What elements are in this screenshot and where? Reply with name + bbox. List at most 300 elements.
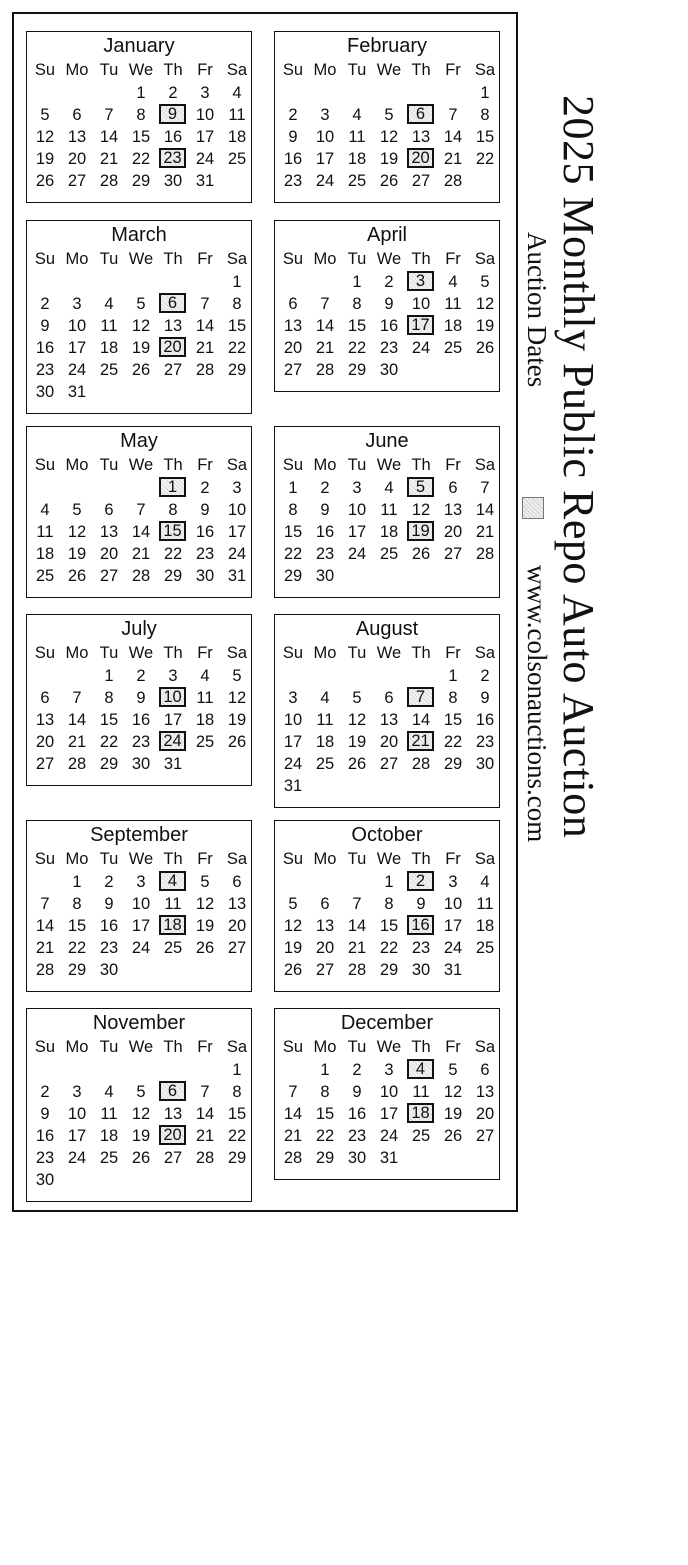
- weekday-header: Sa: [226, 644, 248, 662]
- calendar-day: 18: [227, 128, 247, 146]
- auction-day: 1: [159, 477, 186, 497]
- weekday-header: Th: [163, 850, 183, 868]
- calendar-day: 21: [131, 545, 151, 563]
- month-november: [26, 1008, 252, 1202]
- calendar-day: 19: [131, 1127, 151, 1145]
- calendar-day: 14: [347, 917, 367, 935]
- calendar-day: 5: [232, 667, 242, 685]
- calendar-day: 23: [195, 545, 215, 563]
- calendar-day: 28: [131, 567, 151, 585]
- calendar-day: 18: [99, 1127, 119, 1145]
- calendar-day: 24: [67, 1149, 87, 1167]
- calendar-day: 16: [99, 917, 119, 935]
- calendar-day: 3: [232, 479, 242, 497]
- calendar-day: 4: [320, 689, 330, 707]
- calendar-day: 12: [195, 895, 215, 913]
- calendar-day: 30: [35, 1171, 55, 1189]
- weekday-header: Mo: [313, 644, 337, 662]
- calendar-day: 11: [348, 128, 366, 146]
- month-july: [26, 614, 252, 786]
- calendar-day: 26: [67, 567, 87, 585]
- weekday-header: Sa: [226, 1038, 248, 1056]
- calendar-day: 6: [384, 689, 394, 707]
- calendar-day: 4: [104, 1083, 114, 1101]
- weekday-header: Mo: [313, 250, 337, 268]
- month-name: July: [121, 618, 157, 640]
- weekday-header: Th: [163, 250, 183, 268]
- calendar-day: 8: [352, 295, 362, 313]
- auction-day: 18: [407, 1103, 434, 1123]
- calendar-day: 13: [163, 317, 183, 335]
- calendar-day: 4: [40, 501, 50, 519]
- calendar-day: 6: [288, 295, 298, 313]
- weekday-header: Fr: [445, 61, 461, 79]
- calendar-day: 14: [283, 1105, 303, 1123]
- calendar-day: 26: [195, 939, 215, 957]
- calendar-day: 14: [99, 128, 119, 146]
- calendar-day: 19: [195, 917, 215, 935]
- calendar-day: 24: [283, 755, 303, 773]
- calendar-day: 31: [443, 961, 463, 979]
- weekday-header: Sa: [474, 1038, 496, 1056]
- calendar-day: 22: [227, 339, 247, 357]
- calendar-day: 16: [283, 150, 303, 168]
- calendar-day: 14: [443, 128, 463, 146]
- auction-day: 16: [407, 915, 434, 935]
- weekday-header: Su: [282, 644, 304, 662]
- calendar-day: 28: [67, 755, 87, 773]
- month-name: May: [120, 430, 158, 452]
- calendar-day: 22: [315, 1127, 335, 1145]
- calendar-day: 12: [67, 523, 87, 541]
- month-october: [274, 820, 500, 992]
- calendar-day: 15: [227, 1105, 247, 1123]
- calendar-day: 22: [379, 939, 399, 957]
- calendar-day: 21: [315, 339, 335, 357]
- legend-swatch: [522, 497, 544, 519]
- calendar-day: 14: [67, 711, 87, 729]
- month-december: [274, 1008, 500, 1180]
- calendar-day: 9: [320, 501, 330, 519]
- calendar-day: 24: [379, 1127, 399, 1145]
- calendar-day: 2: [320, 479, 330, 497]
- weekday-header: Sa: [474, 850, 496, 868]
- weekday-header: Tu: [347, 850, 367, 868]
- calendar-day: 24: [443, 939, 463, 957]
- weekday-header: Su: [34, 644, 56, 662]
- calendar-day: 16: [35, 1127, 55, 1145]
- calendar-day: 9: [480, 689, 490, 707]
- calendar-day: 28: [315, 361, 335, 379]
- weekday-header: Sa: [474, 456, 496, 474]
- calendar-day: 2: [104, 873, 114, 891]
- calendar-day: 10: [283, 711, 303, 729]
- calendar-day: 12: [283, 917, 303, 935]
- calendar-day: 25: [475, 939, 495, 957]
- calendar-day: 24: [411, 339, 431, 357]
- calendar-day: 14: [411, 711, 431, 729]
- calendar-day: 28: [411, 755, 431, 773]
- calendar-day: 10: [195, 106, 215, 124]
- calendar-day: 19: [475, 317, 495, 335]
- calendar-day: 13: [163, 1105, 183, 1123]
- weekday-header: Fr: [445, 250, 461, 268]
- weekday-header: We: [128, 1038, 154, 1056]
- auction-day: 20: [159, 337, 186, 357]
- auction-day: 17: [407, 315, 434, 335]
- calendar-day: 17: [283, 733, 303, 751]
- calendar-day: 18: [99, 339, 119, 357]
- calendar-day: 26: [347, 755, 367, 773]
- calendar-day: 9: [288, 128, 298, 146]
- weekday-header: Tu: [347, 644, 367, 662]
- calendar-day: 8: [136, 106, 146, 124]
- weekday-header: Sa: [226, 850, 248, 868]
- calendar-day: 16: [131, 711, 151, 729]
- calendar-day: 24: [195, 150, 215, 168]
- calendar-day: 30: [195, 567, 215, 585]
- auction-day: 19: [407, 521, 434, 541]
- calendar-day: 12: [443, 1083, 463, 1101]
- calendar-day: 5: [288, 895, 298, 913]
- calendar-day: 29: [67, 961, 87, 979]
- calendar-day: 21: [443, 150, 463, 168]
- calendar-day: 28: [475, 545, 495, 563]
- calendar-day: 4: [352, 106, 362, 124]
- weekday-header: Mo: [65, 250, 89, 268]
- calendar-day: 7: [104, 106, 114, 124]
- weekday-header: We: [128, 644, 154, 662]
- calendar-day: 31: [195, 172, 215, 190]
- weekday-header: Tu: [99, 250, 119, 268]
- month-name: December: [340, 1012, 434, 1034]
- auction-day: 6: [159, 1081, 186, 1101]
- weekday-header: Th: [411, 850, 431, 868]
- auction-day: 18: [159, 915, 186, 935]
- calendar-day: 17: [315, 150, 335, 168]
- weekday-header: Tu: [99, 456, 119, 474]
- calendar-day: 28: [99, 172, 119, 190]
- weekday-header: Th: [163, 1038, 183, 1056]
- auction-day: 20: [407, 148, 434, 168]
- calendar-day: 25: [315, 755, 335, 773]
- calendar-day: 15: [67, 917, 87, 935]
- weekday-header: Sa: [474, 644, 496, 662]
- calendar-day: 9: [136, 689, 146, 707]
- calendar-day: 17: [443, 917, 463, 935]
- weekday-header: Su: [282, 1038, 304, 1056]
- calendar-day: 29: [163, 567, 183, 585]
- calendar-day: 30: [35, 383, 55, 401]
- weekday-header: Mo: [313, 456, 337, 474]
- calendar-day: 13: [227, 895, 247, 913]
- calendar-day: 28: [443, 172, 463, 190]
- calendar-day: 30: [379, 361, 399, 379]
- calendar-day: 11: [228, 106, 246, 124]
- calendar-day: 12: [227, 689, 247, 707]
- calendar-day: 15: [315, 1105, 335, 1123]
- calendar-day: 13: [379, 711, 399, 729]
- calendar-day: 1: [136, 84, 146, 102]
- calendar-day: 1: [104, 667, 114, 685]
- calendar-day: 5: [352, 689, 362, 707]
- weekday-header: Su: [34, 850, 56, 868]
- calendar-day: 20: [443, 523, 463, 541]
- calendar-day: 29: [443, 755, 463, 773]
- calendar-day: 29: [227, 1149, 247, 1167]
- calendar-day: 29: [347, 361, 367, 379]
- weekday-header: Sa: [474, 61, 496, 79]
- calendar-day: 21: [195, 1127, 215, 1145]
- month-may: [26, 426, 252, 598]
- weekday-header: Fr: [445, 850, 461, 868]
- calendar-day: 2: [136, 667, 146, 685]
- calendar-day: 1: [288, 479, 298, 497]
- calendar-day: 25: [35, 567, 55, 585]
- calendar-day: 4: [104, 295, 114, 313]
- month-june: [274, 426, 500, 598]
- calendar-day: 10: [131, 895, 151, 913]
- calendar-day: 18: [379, 523, 399, 541]
- calendar-day: 3: [320, 106, 330, 124]
- calendar-day: 10: [347, 501, 367, 519]
- calendar-day: 18: [315, 733, 335, 751]
- calendar-day: 24: [131, 939, 151, 957]
- weekday-header: Su: [282, 61, 304, 79]
- calendar-day: 25: [195, 733, 215, 751]
- calendar-day: 11: [476, 895, 494, 913]
- calendar-day: 7: [40, 895, 50, 913]
- calendar-day: 8: [320, 1083, 330, 1101]
- calendar-day: 2: [480, 667, 490, 685]
- calendar-day: 11: [36, 523, 54, 541]
- calendar-day: 10: [379, 1083, 399, 1101]
- calendar-day: 31: [227, 567, 247, 585]
- calendar-day: 12: [347, 711, 367, 729]
- calendar-day: 23: [35, 1149, 55, 1167]
- calendar-day: 6: [480, 1061, 490, 1079]
- weekday-header: Su: [282, 456, 304, 474]
- calendar-day: 19: [131, 339, 151, 357]
- calendar-day: 5: [40, 106, 50, 124]
- month-april: [274, 220, 500, 392]
- calendar-day: 21: [283, 1127, 303, 1145]
- calendar-day: 3: [448, 873, 458, 891]
- calendar-day: 20: [283, 339, 303, 357]
- calendar-day: 17: [195, 128, 215, 146]
- calendar-day: 27: [379, 755, 399, 773]
- calendar-day: 11: [412, 1083, 430, 1101]
- calendar-day: 29: [379, 961, 399, 979]
- calendar-day: 12: [411, 501, 431, 519]
- calendar-day: 15: [347, 317, 367, 335]
- calendar-day: 28: [195, 361, 215, 379]
- calendar-day: 21: [475, 523, 495, 541]
- calendar-day: 8: [232, 295, 242, 313]
- calendar-day: 14: [195, 1105, 215, 1123]
- calendar-day: 24: [67, 361, 87, 379]
- calendar-day: 31: [163, 755, 183, 773]
- calendar-day: 22: [163, 545, 183, 563]
- calendar-day: 5: [480, 273, 490, 291]
- calendar-day: 31: [67, 383, 87, 401]
- calendar-day: 1: [232, 273, 242, 291]
- website-url: www.colsonauctions.com: [522, 565, 552, 843]
- calendar-day: 12: [131, 317, 151, 335]
- calendar-day: 28: [35, 961, 55, 979]
- calendar-day: 30: [315, 567, 335, 585]
- calendar-day: 7: [200, 1083, 210, 1101]
- weekday-header: Fr: [197, 644, 213, 662]
- calendar-day: 7: [200, 295, 210, 313]
- calendar-day: 19: [35, 150, 55, 168]
- calendar-day: 8: [72, 895, 82, 913]
- calendar-day: 20: [99, 545, 119, 563]
- calendar-day: 26: [379, 172, 399, 190]
- weekday-header: We: [376, 644, 402, 662]
- calendar-day: 6: [72, 106, 82, 124]
- calendar-day: 3: [72, 1083, 82, 1101]
- weekday-header: We: [376, 456, 402, 474]
- weekday-header: Su: [34, 250, 56, 268]
- calendar-day: 11: [164, 895, 182, 913]
- calendar-day: 25: [411, 1127, 431, 1145]
- calendar-day: 17: [379, 1105, 399, 1123]
- calendar-day: 30: [163, 172, 183, 190]
- weekday-header: Fr: [197, 456, 213, 474]
- calendar-day: 26: [131, 1149, 151, 1167]
- calendar-day: 6: [104, 501, 114, 519]
- auction-day: 6: [159, 293, 186, 313]
- calendar-day: 25: [379, 545, 399, 563]
- calendar-day: 23: [315, 545, 335, 563]
- auction-day: 9: [159, 104, 186, 124]
- calendar-day: 9: [104, 895, 114, 913]
- calendar-day: 18: [195, 711, 215, 729]
- calendar-day: 16: [315, 523, 335, 541]
- calendar-day: 17: [227, 523, 247, 541]
- month-march: [26, 220, 252, 414]
- calendar-day: 9: [352, 1083, 362, 1101]
- calendar-day: 3: [136, 873, 146, 891]
- weekday-header: We: [128, 850, 154, 868]
- weekday-header: Mo: [313, 850, 337, 868]
- calendar-day: 5: [72, 501, 82, 519]
- weekday-header: We: [376, 850, 402, 868]
- calendar-day: 23: [411, 939, 431, 957]
- calendar-day: 19: [227, 711, 247, 729]
- calendar-day: 8: [384, 895, 394, 913]
- calendar-day: 21: [99, 150, 119, 168]
- calendar-day: 14: [35, 917, 55, 935]
- calendar-day: 28: [195, 1149, 215, 1167]
- calendar-day: 18: [347, 150, 367, 168]
- calendar-day: 11: [196, 689, 214, 707]
- calendar-day: 1: [72, 873, 82, 891]
- calendar-day: 27: [227, 939, 247, 957]
- weekday-header: Th: [411, 1038, 431, 1056]
- calendar-day: 26: [475, 339, 495, 357]
- calendar-day: 2: [200, 479, 210, 497]
- calendar-day: 25: [227, 150, 247, 168]
- calendar-day: 9: [40, 1105, 50, 1123]
- calendar-day: 6: [232, 873, 242, 891]
- calendar-day: 29: [227, 361, 247, 379]
- weekday-header: Su: [34, 456, 56, 474]
- calendar-day: 23: [475, 733, 495, 751]
- month-name: June: [365, 430, 409, 452]
- calendar-day: 19: [443, 1105, 463, 1123]
- calendar-day: 9: [416, 895, 426, 913]
- calendar-day: 20: [227, 917, 247, 935]
- calendar-day: 10: [67, 1105, 87, 1123]
- calendar-day: 18: [443, 317, 463, 335]
- month-name: January: [103, 35, 175, 57]
- calendar-day: 31: [283, 777, 303, 795]
- month-september: [26, 820, 252, 992]
- auction-day: 5: [407, 477, 434, 497]
- calendar-day: 5: [384, 106, 394, 124]
- calendar-day: 28: [347, 961, 367, 979]
- weekday-header: Fr: [445, 644, 461, 662]
- calendar-day: 15: [131, 128, 151, 146]
- calendar-day: 4: [448, 273, 458, 291]
- weekday-header: Th: [411, 644, 431, 662]
- calendar-day: 27: [163, 1149, 183, 1167]
- weekday-header: Th: [163, 456, 183, 474]
- calendar-day: 11: [380, 501, 398, 519]
- calendar-day: 21: [67, 733, 87, 751]
- calendar-day: 4: [232, 84, 242, 102]
- calendar-day: 29: [315, 1149, 335, 1167]
- weekday-header: Tu: [99, 1038, 119, 1056]
- legend-label: Auction Dates: [522, 232, 552, 388]
- calendar-day: 17: [131, 917, 151, 935]
- calendar-day: 13: [411, 128, 431, 146]
- auction-day: 15: [159, 521, 186, 541]
- calendar-day: 24: [347, 545, 367, 563]
- calendar-day: 11: [444, 295, 462, 313]
- calendar-day: 7: [448, 106, 458, 124]
- calendar-day: 20: [67, 150, 87, 168]
- calendar-day: 19: [379, 150, 399, 168]
- weekday-header: Th: [163, 61, 183, 79]
- month-name: August: [355, 618, 419, 640]
- calendar-day: 27: [411, 172, 431, 190]
- calendar-day: 19: [283, 939, 303, 957]
- calendar-day: 17: [67, 339, 87, 357]
- calendar-day: 9: [40, 317, 50, 335]
- calendar-day: 13: [283, 317, 303, 335]
- weekday-header: We: [128, 456, 154, 474]
- calendar-day: 27: [163, 361, 183, 379]
- calendar-day: 29: [99, 755, 119, 773]
- calendar-day: 21: [35, 939, 55, 957]
- calendar-day: 30: [411, 961, 431, 979]
- calendar-day: 28: [283, 1149, 303, 1167]
- calendar-day: 23: [283, 172, 303, 190]
- calendar-day: 18: [35, 545, 55, 563]
- calendar-day: 15: [443, 711, 463, 729]
- auction-day: 21: [407, 731, 434, 751]
- auction-day: 7: [407, 687, 434, 707]
- weekday-header: Su: [282, 250, 304, 268]
- weekday-header: Mo: [313, 1038, 337, 1056]
- calendar-day: 6: [320, 895, 330, 913]
- calendar-day: 24: [315, 172, 335, 190]
- weekday-header: Fr: [197, 61, 213, 79]
- weekday-header: Su: [34, 61, 56, 79]
